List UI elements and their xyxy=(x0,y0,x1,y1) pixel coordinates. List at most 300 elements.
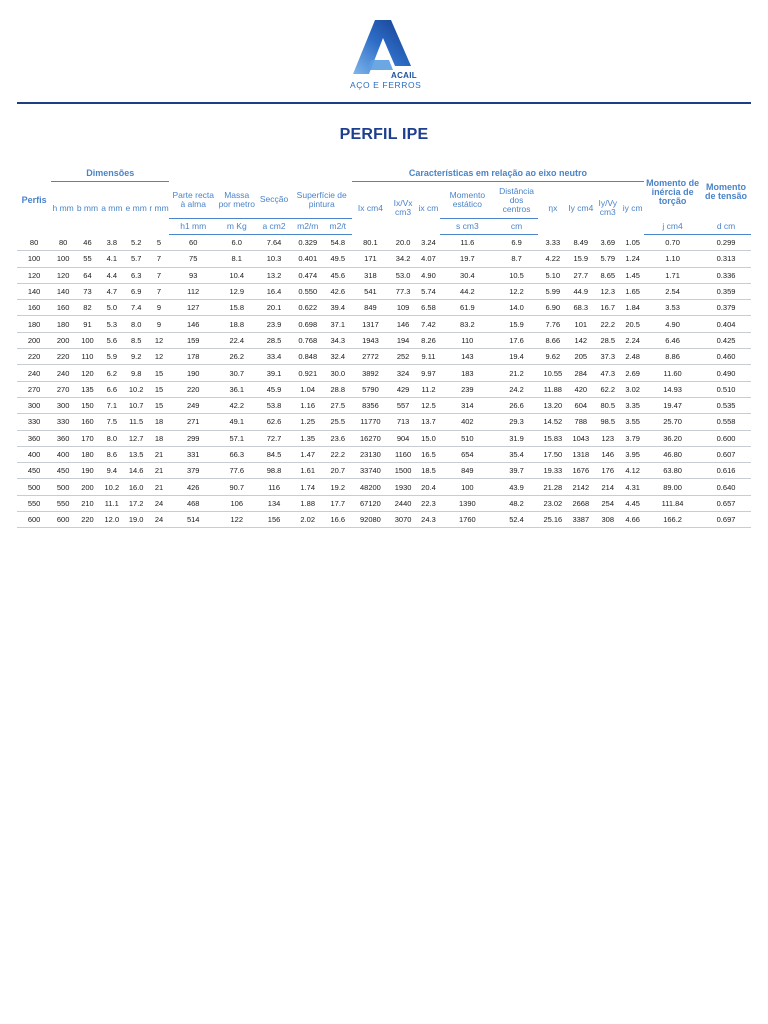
table-cell: 541 xyxy=(352,283,389,299)
table-cell: 21 xyxy=(149,463,170,479)
table-cell: 156 xyxy=(256,512,291,528)
table-cell: 4.90 xyxy=(417,267,440,283)
header-r: r mm xyxy=(149,202,169,213)
table-body xyxy=(17,235,751,528)
header-parte-recta: Parte recta à alma xyxy=(169,182,217,219)
table-cell: 330 xyxy=(51,414,75,430)
table-cell: 15.9 xyxy=(495,316,539,332)
table-cell: 80.1 xyxy=(352,235,389,251)
table-cell: 0.404 xyxy=(701,316,751,332)
table-cell: 10.7 xyxy=(124,397,149,413)
table-cell: 1.88 xyxy=(292,495,324,511)
table-cell: 429 xyxy=(389,381,417,397)
table-cell: 0.510 xyxy=(701,381,751,397)
table-cell: 514 xyxy=(169,512,217,528)
table-cell: 9 xyxy=(149,316,170,332)
table-cell: 8.0 xyxy=(124,316,149,332)
table-cell: 31.9 xyxy=(495,430,539,446)
table-cell: 11.5 xyxy=(124,414,149,430)
header-distancia-centros: Distância dos centros xyxy=(495,182,539,219)
table-cell: 64 xyxy=(75,267,100,283)
table-cell: 33740 xyxy=(352,463,389,479)
table-cell: 98.5 xyxy=(594,414,621,430)
table-cell: 146 xyxy=(389,316,417,332)
table-cell: 6.9 xyxy=(124,283,149,299)
table-cell: 5790 xyxy=(352,381,389,397)
table-cell: 77.6 xyxy=(217,463,256,479)
table-cell: 150 xyxy=(75,397,100,413)
table-row xyxy=(17,381,751,397)
table-cell: 15 xyxy=(149,381,170,397)
table-cell: 53.8 xyxy=(256,397,291,413)
table-cell: 83.2 xyxy=(440,316,495,332)
table-cell: 112 xyxy=(169,283,217,299)
table-cell: 13.5 xyxy=(124,446,149,462)
table-cell: 34.3 xyxy=(324,332,352,348)
table-cell: 36.1 xyxy=(217,381,256,397)
table-cell: 550 xyxy=(17,495,51,511)
header-divider xyxy=(17,102,751,104)
table-cell: 47.3 xyxy=(594,365,621,381)
table-cell: 140 xyxy=(17,283,51,299)
table-cell: 4.66 xyxy=(621,512,644,528)
table-row xyxy=(17,495,751,511)
table-cell: 1.61 xyxy=(292,463,324,479)
table-cell: 318 xyxy=(352,267,389,283)
table-cell: 25.70 xyxy=(644,414,701,430)
table-cell: 9.4 xyxy=(100,463,124,479)
table-cell: 9.11 xyxy=(417,349,440,365)
table-cell: 60 xyxy=(169,235,217,251)
table-cell: 92080 xyxy=(352,512,389,528)
table-cell: 23130 xyxy=(352,446,389,462)
table-cell: 7 xyxy=(149,283,170,299)
table-cell: 142 xyxy=(567,332,594,348)
table-cell: 0.616 xyxy=(701,463,751,479)
table-cell: 33.4 xyxy=(256,349,291,365)
table-cell: 10.2 xyxy=(100,479,124,495)
table-cell: 17.6 xyxy=(495,332,539,348)
table-cell: 14.93 xyxy=(644,381,701,397)
table-cell: 9.62 xyxy=(538,349,567,365)
table-cell: 35.4 xyxy=(495,446,539,462)
header-seccao: Secção xyxy=(256,182,291,219)
logo-mark-icon xyxy=(349,20,419,76)
table-cell: 46 xyxy=(75,235,100,251)
table-cell: 100 xyxy=(440,479,495,495)
unit-parte: h1 mm xyxy=(169,219,217,235)
table-cell: 1943 xyxy=(352,332,389,348)
unit-torcao: j cm4 xyxy=(644,219,701,235)
table-cell: 14.0 xyxy=(495,300,539,316)
table-cell: 28.5 xyxy=(256,332,291,348)
header-group-caracteristicas: Características em relação ao eixo neutro xyxy=(352,166,644,182)
table-cell: 10.4 xyxy=(217,267,256,283)
table-cell: 550 xyxy=(51,495,75,511)
table-cell: 11770 xyxy=(352,414,389,430)
table-cell: 12.0 xyxy=(100,512,124,528)
table-cell: 14.52 xyxy=(538,414,567,430)
table-cell: 16.0 xyxy=(124,479,149,495)
table-cell: 5.7 xyxy=(124,251,149,267)
header-momento-estatico: Momento estático xyxy=(440,182,495,219)
header-a: a mm xyxy=(101,202,123,213)
page-title: PERFIL IPE xyxy=(339,126,429,143)
table-cell: 194 xyxy=(389,332,417,348)
table-cell: 6.3 xyxy=(124,267,149,283)
table-cell: 314 xyxy=(440,397,495,413)
table-cell: 22.4 xyxy=(217,332,256,348)
table-cell: 5.99 xyxy=(538,283,567,299)
company-logo xyxy=(349,20,422,90)
table-cell: 4.7 xyxy=(100,283,124,299)
table-cell: 2.48 xyxy=(621,349,644,365)
table-cell: 21.2 xyxy=(495,365,539,381)
table-cell: 37.3 xyxy=(594,349,621,365)
table-cell: 120 xyxy=(17,267,51,283)
table-cell: 15.9 xyxy=(567,251,594,267)
table-cell: 4.90 xyxy=(644,316,701,332)
header-ix-cm: ix cm xyxy=(418,202,439,213)
table-cell: 11.60 xyxy=(644,365,701,381)
header-b: b mm xyxy=(76,202,99,213)
table-cell: 510 xyxy=(440,430,495,446)
table-cell: 6.2 xyxy=(100,365,124,381)
table-cell: 143 xyxy=(440,349,495,365)
table-cell: 240 xyxy=(17,365,51,381)
table-cell: 8.26 xyxy=(417,332,440,348)
table-cell: 18 xyxy=(149,414,170,430)
table-cell: 23.6 xyxy=(324,430,352,446)
table-cell: 19.0 xyxy=(124,512,149,528)
table-cell: 9.97 xyxy=(417,365,440,381)
header-nx: ηx xyxy=(548,202,558,213)
table-cell: 1.84 xyxy=(621,300,644,316)
table-cell: 5.3 xyxy=(100,316,124,332)
table-cell: 214 xyxy=(594,479,621,495)
table-cell: 68.3 xyxy=(567,300,594,316)
table-cell: 0.622 xyxy=(292,300,324,316)
table-cell: 29.3 xyxy=(495,414,539,430)
table-cell: 10.3 xyxy=(256,251,291,267)
table-cell: 34.2 xyxy=(389,251,417,267)
unit-seccao: a cm2 xyxy=(256,219,291,235)
table-cell: 1390 xyxy=(440,495,495,511)
header-ixvx: Ix/Vx cm3 xyxy=(393,198,413,218)
table-cell: 849 xyxy=(352,300,389,316)
table-cell: 8.1 xyxy=(217,251,256,267)
table-cell: 10.2 xyxy=(124,381,149,397)
table-cell: 36.20 xyxy=(644,430,701,446)
table-cell: 2440 xyxy=(389,495,417,511)
table-cell: 0.535 xyxy=(701,397,751,413)
table-cell: 17.50 xyxy=(538,446,567,462)
table-cell: 8.49 xyxy=(567,235,594,251)
table-cell: 73 xyxy=(75,283,100,299)
table-cell: 2668 xyxy=(567,495,594,511)
table-row xyxy=(17,316,751,332)
table-cell: 15 xyxy=(149,397,170,413)
ipe-profile-table xyxy=(17,166,751,528)
table-row xyxy=(17,463,751,479)
table-cell: 450 xyxy=(51,463,75,479)
table-cell: 183 xyxy=(440,365,495,381)
table-cell: 11.88 xyxy=(538,381,567,397)
table-cell: 21 xyxy=(149,446,170,462)
table-cell: 3.95 xyxy=(621,446,644,462)
table-cell: 3.35 xyxy=(621,397,644,413)
table-cell: 77.3 xyxy=(389,283,417,299)
table-cell: 5 xyxy=(149,235,170,251)
table-cell: 0.657 xyxy=(701,495,751,511)
table-cell: 55 xyxy=(75,251,100,267)
table-cell: 39.4 xyxy=(324,300,352,316)
table-cell: 100 xyxy=(51,251,75,267)
table-cell: 0.558 xyxy=(701,414,751,430)
table-cell: 160 xyxy=(51,300,75,316)
table-cell: 4.31 xyxy=(621,479,644,495)
table-cell: 15 xyxy=(149,365,170,381)
table-cell: 82 xyxy=(75,300,100,316)
table-cell: 48200 xyxy=(352,479,389,495)
table-cell: 22.2 xyxy=(324,446,352,462)
table-cell: 91 xyxy=(75,316,100,332)
table-cell: 2.02 xyxy=(292,512,324,528)
table-cell: 3387 xyxy=(567,512,594,528)
table-cell: 1.45 xyxy=(621,267,644,283)
table-cell: 1.74 xyxy=(292,479,324,495)
table-cell: 1.16 xyxy=(292,397,324,413)
header-superficie: Superfície de pintura xyxy=(292,182,352,219)
table-cell: 1.47 xyxy=(292,446,324,462)
table-cell: 52.4 xyxy=(495,512,539,528)
table-cell: 1.24 xyxy=(621,251,644,267)
table-cell: 23.02 xyxy=(538,495,567,511)
table-cell: 62.6 xyxy=(256,414,291,430)
table-cell: 49.5 xyxy=(324,251,352,267)
header-h: h mm xyxy=(52,202,74,213)
table-cell: 12.3 xyxy=(594,283,621,299)
table-cell: 0.698 xyxy=(292,316,324,332)
table-cell: 1318 xyxy=(567,446,594,462)
table-cell: 160 xyxy=(17,300,51,316)
table-cell: 308 xyxy=(594,512,621,528)
table-cell: 0.490 xyxy=(701,365,751,381)
table-cell: 2.24 xyxy=(621,332,644,348)
table-cell: 24 xyxy=(149,512,170,528)
table-cell: 713 xyxy=(389,414,417,430)
table-cell: 2.54 xyxy=(644,283,701,299)
table-cell: 331 xyxy=(169,446,217,462)
table-cell: 66.3 xyxy=(217,446,256,462)
table-cell: 28.8 xyxy=(324,381,352,397)
table-cell: 20.4 xyxy=(417,479,440,495)
table-cell: 190 xyxy=(75,463,100,479)
table-cell: 180 xyxy=(75,446,100,462)
table-cell: 360 xyxy=(51,430,75,446)
table-cell: 2772 xyxy=(352,349,389,365)
table-cell: 400 xyxy=(51,446,75,462)
table-cell: 26.2 xyxy=(217,349,256,365)
table-cell: 420 xyxy=(567,381,594,397)
unit-sup-m2t: m2/t xyxy=(324,219,352,235)
table-cell: 111.84 xyxy=(644,495,701,511)
table-cell: 1.71 xyxy=(644,267,701,283)
table-cell: 1043 xyxy=(567,430,594,446)
table-cell: 100 xyxy=(75,332,100,348)
table-cell: 904 xyxy=(389,430,417,446)
table-cell: 6.6 xyxy=(100,381,124,397)
table-cell: 4.22 xyxy=(538,251,567,267)
table-cell: 0.425 xyxy=(701,332,751,348)
table-row xyxy=(17,446,751,462)
table-cell: 200 xyxy=(51,332,75,348)
table-cell: 11.2 xyxy=(417,381,440,397)
table-cell: 8.5 xyxy=(124,332,149,348)
table-cell: 1930 xyxy=(389,479,417,495)
table-cell: 39.7 xyxy=(495,463,539,479)
table-cell: 0.299 xyxy=(701,235,751,251)
table-cell: 146 xyxy=(169,316,217,332)
table-cell: 166.2 xyxy=(644,512,701,528)
table-cell: 72.7 xyxy=(256,430,291,446)
table-row xyxy=(17,267,751,283)
table-cell: 14.6 xyxy=(124,463,149,479)
unit-distancia: cm xyxy=(495,219,539,235)
table-cell: 42.6 xyxy=(324,283,352,299)
table-row xyxy=(17,365,751,381)
table-cell: 0.697 xyxy=(701,512,751,528)
table-cell: 284 xyxy=(567,365,594,381)
table-cell: 0.848 xyxy=(292,349,324,365)
table-cell: 205 xyxy=(567,349,594,365)
table-cell: 270 xyxy=(51,381,75,397)
table-cell: 3.24 xyxy=(417,235,440,251)
table-cell: 24 xyxy=(149,495,170,511)
table-cell: 1160 xyxy=(389,446,417,462)
table-cell: 1.35 xyxy=(292,430,324,446)
table-cell: 54.8 xyxy=(324,235,352,251)
table-cell: 16270 xyxy=(352,430,389,446)
table-cell: 98.8 xyxy=(256,463,291,479)
table-cell: 27.5 xyxy=(324,397,352,413)
table-cell: 176 xyxy=(594,463,621,479)
table-cell: 80 xyxy=(17,235,51,251)
table-cell: 146 xyxy=(594,446,621,462)
unit-momento-estatico: s cm3 xyxy=(440,219,495,235)
table-cell: 62.2 xyxy=(594,381,621,397)
unit-massa: m Kg xyxy=(217,219,256,235)
table-cell: 0.607 xyxy=(701,446,751,462)
table-cell: 0.359 xyxy=(701,283,751,299)
header-ix: Ix cm4 xyxy=(357,202,383,213)
table-cell: 30.0 xyxy=(324,365,352,381)
table-cell: 849 xyxy=(440,463,495,479)
table-cell: 75 xyxy=(169,251,217,267)
table-cell: 19.2 xyxy=(324,479,352,495)
table-cell: 6.9 xyxy=(495,235,539,251)
table-cell: 37.1 xyxy=(324,316,352,332)
table-cell: 8.7 xyxy=(495,251,539,267)
table-cell: 20.7 xyxy=(324,463,352,479)
table-cell: 20.5 xyxy=(621,316,644,332)
table-cell: 24.3 xyxy=(417,512,440,528)
table-cell: 8.0 xyxy=(100,430,124,446)
table-cell: 7.64 xyxy=(256,235,291,251)
table-cell: 16.6 xyxy=(324,512,352,528)
table-cell: 122 xyxy=(217,512,256,528)
table-cell: 49.1 xyxy=(217,414,256,430)
table-cell: 0.600 xyxy=(701,430,751,446)
table-cell: 300 xyxy=(51,397,75,413)
table-cell: 15.0 xyxy=(417,430,440,446)
table-cell: 8.65 xyxy=(594,267,621,283)
table-cell: 8.86 xyxy=(644,349,701,365)
table-cell: 45.9 xyxy=(256,381,291,397)
header-momento-torcao: Momento de inércia de torção xyxy=(646,177,700,206)
table-row xyxy=(17,251,751,267)
table-cell: 500 xyxy=(17,479,51,495)
table-cell: 402 xyxy=(440,414,495,430)
table-cell: 3.79 xyxy=(621,430,644,446)
table-cell: 12.2 xyxy=(495,283,539,299)
table-cell: 654 xyxy=(440,446,495,462)
table-cell: 13.2 xyxy=(256,267,291,283)
table-cell: 106 xyxy=(217,495,256,511)
table-cell: 239 xyxy=(440,381,495,397)
table-cell: 271 xyxy=(169,414,217,430)
table-cell: 180 xyxy=(51,316,75,332)
table-cell: 13.20 xyxy=(538,397,567,413)
header-perfis: Perfis xyxy=(21,194,47,205)
table-cell: 5.74 xyxy=(417,283,440,299)
table-cell: 21 xyxy=(149,479,170,495)
table-cell: 90.7 xyxy=(217,479,256,495)
table-cell: 9.2 xyxy=(124,349,149,365)
table-cell: 11.6 xyxy=(440,235,495,251)
table-cell: 24.2 xyxy=(495,381,539,397)
table-cell: 13.7 xyxy=(417,414,440,430)
table-cell: 43.9 xyxy=(495,479,539,495)
table-cell: 3.8 xyxy=(100,235,124,251)
table-cell: 7.42 xyxy=(417,316,440,332)
table-cell: 6.90 xyxy=(538,300,567,316)
table-cell: 23.9 xyxy=(256,316,291,332)
table-cell: 178 xyxy=(169,349,217,365)
table-cell: 0.474 xyxy=(292,267,324,283)
table-cell: 123 xyxy=(594,430,621,446)
table-cell: 25.5 xyxy=(324,414,352,430)
table-cell: 1.10 xyxy=(644,251,701,267)
header-iy: Iy cm4 xyxy=(568,202,594,213)
table-cell: 600 xyxy=(51,512,75,528)
table-cell: 200 xyxy=(75,479,100,495)
table-row xyxy=(17,430,751,446)
table-cell: 30.4 xyxy=(440,267,495,283)
table-cell: 109 xyxy=(389,300,417,316)
table-cell: 2.69 xyxy=(621,365,644,381)
table-cell: 16.7 xyxy=(594,300,621,316)
unit-tensao: d cm xyxy=(701,219,751,235)
table-cell: 7.4 xyxy=(124,300,149,316)
table-cell: 6.46 xyxy=(644,332,701,348)
table-row xyxy=(17,349,751,365)
table-cell: 44.9 xyxy=(567,283,594,299)
table-cell: 360 xyxy=(17,430,51,446)
table-cell: 0.460 xyxy=(701,349,751,365)
table-cell: 89.00 xyxy=(644,479,701,495)
table-cell: 1.25 xyxy=(292,414,324,430)
